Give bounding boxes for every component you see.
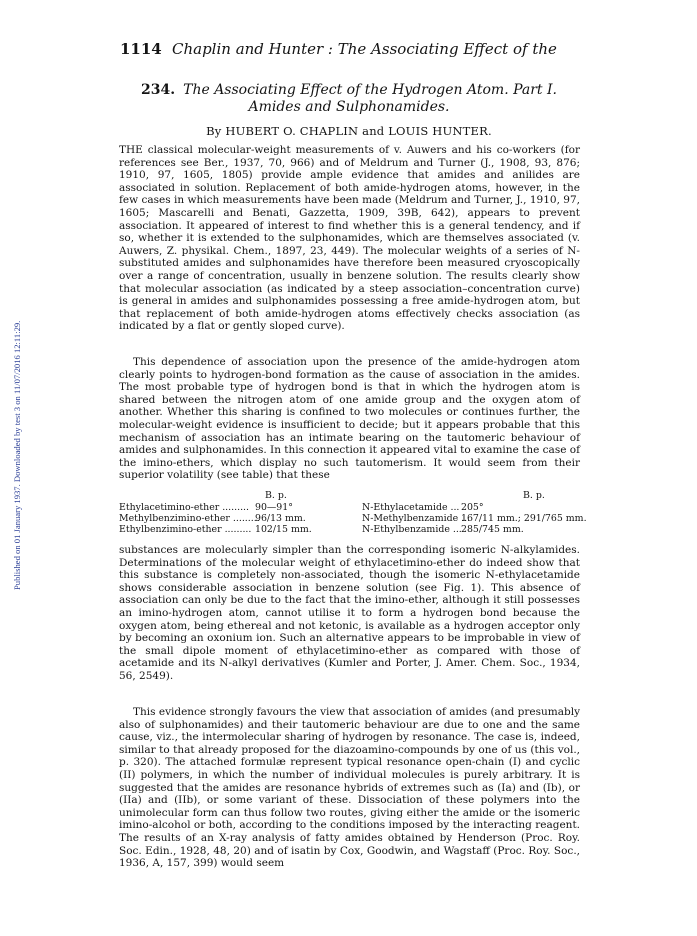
amide-name: N-Methylbenzamide ... [362,512,471,524]
amide-bp: 167/11 mm.; 291/765 mm. [461,512,587,524]
table-header-bp-right: B. p. [523,490,545,501]
amide-bp: 205° [461,502,484,513]
article-number: 234. [141,82,176,98]
paragraph-1 [119,144,580,333]
author-line: By HUBERT O. CHAPLIN and LOUIS HUNTER. [206,124,492,138]
paragraph-1-text: THE classical molecular-weight measurements of v. Auwers and his co-workers (for references see Ber., 1937, 70, 966) and of Meldrum and Turner (J., 1908, 93, 876; 1910, 97, 1605, 1805) provide ample evidence that amides and anilides are associated in solution. Replacement of both amide-hydrogen atoms, however, in the few cases in which measurements have been made (Meldrum and Turner, J., 1910, 97, 1605; Mascarelli and Benati, Gazzetta, 1909, 39B, 642), appears to prevent association. It appeared of interest to find whether this is a general tendency, and if so, whether it is extended to the sulphonamides, which are themselves associated (v. Auwers, Z. physikal. Chem., 1897, 23, 449). The molecular weights of a series of N-substituted amides and sulphonamides have therefore been measured cryoscopically over a range of concentration, usually in benzene solution. The results clearly show that molecular association (as indicated by a steep association–concentration curve) is general in amides and sulphonamides possessing a free amide-hydrogen atom, but that replacement of both amide-hydrogen atoms effectively checks association (as indicated by a flat or gently sloped curve). [119,144,580,333]
table-header-bp-left: B. p. [265,490,287,501]
imino-ether-bp: 90—91° [255,502,293,513]
amide-name: N-Ethylacetamide ... [362,502,460,513]
amide-bp: 285/745 mm. [461,523,524,535]
title-line-2: Amides and Sulphonamides. [248,99,450,115]
article-title [118,82,580,116]
imino-ether-bp: 102/15 mm. [255,523,312,535]
table-row [119,514,599,525]
download-watermark: Published on 01 January 1937. Downloaded by test 3 on 11/07/2016 12:11:29. [12,320,22,590]
title-text-1: The Associating Effect of the Hydrogen Atom. Part I. [183,82,557,98]
paragraph-4-text: This evidence strongly favours the view that association of amides (and presumably also of sulphonamides) and their tautomeric behaviour are due to one and the same cause, viz., the intermolecular sharing of hydrogen by resonance. The case is, indeed, similar to that already proposed for the diazoamino-compounds by one of us (this vol., p. 320). The attached formulæ represent typical resonance open-chain (I) and cyclic (II) polymers, in which the number of individual molecules is purely arbitrary. It is suggested that the amides are resonance hybrids of extremes such as (Ia) and (Ib), or (IIa) and (IIb), or some variant of these. Dissociation of these polymers into the unimolecular form can thus follow two routes, giving either the amide or the isomeric imino-alcohol or both, according to the conditions imposed by the interacting reagent. The results of an X-ray analysis of fatty amides obtained by Henderson (Proc. Roy. Soc. Edin., 1928, 48, 20) and of isatin by Cox, Goodwin, and Wagstaff (Proc. Roy. Soc., 1936, A, 157, 399) would seem [119,706,580,870]
imino-ether-name: Methylbenzimino-ether ......... [119,512,260,524]
title-line-1 [118,82,580,99]
imino-ether-name: Ethylbenzimino-ether ......... [119,523,252,535]
boiling-point-table [119,491,599,535]
paragraph-2-text: This dependence of association upon the presence of the amide-hydrogen atom clearly points to hydrogen-bond formation as the cause of association in the amides. The most probable type of hydrogen bond is that in which the hydrogen atom is shared between the nitrogen atom of one amide group and the oxygen atom of another. Whether this sharing is confined to two molecules or continues further, the molecular-weight evidence is insufficient to decide; but it appears probable that this mechanism of association has an intimate bearing on the tautomeric behaviour of amides and sulphonamides. In this connection it appeared vital to examine the case of the imino-ethers, which display no such tautomerism. It would seem from their superior volatility (see table) that these [119,356,580,482]
paragraph-2 [119,356,580,482]
page-number: 1114 [120,40,162,58]
imino-ether-name: Ethylacetimino-ether ......... [119,502,250,513]
paragraph-3 [119,544,580,683]
paragraph-4 [119,706,580,870]
page-header [120,40,640,60]
table-row [119,525,599,536]
running-title: Chaplin and Hunter : The Associating Effect of the [172,40,557,58]
paragraph-3-text: substances are molecularly simpler than the corresponding isomeric N-alkylamides. Determinations of the molecular weight of ethylacetimino-ether do indeed show that this substance is completely non-associated, though the isomeric N-ethylacetamide shows considerable association in benzene solution (see Fig. 1). This absence of association can only be due to the fact that the imino-ether, although it still possesses an imino-hydrogen atom, cannot utilise it to form a hydrogen bond because the oxygen atom, being ethereal and not ketonic, is available as a hydrogen acceptor only by becoming an oxonium ion. Such an alternative appears to be improbable in view of the small dipole moment of ethylacetimino-ether as compared with those of acetamide and its N-alkyl derivatives (Kumler and Porter, J. Amer. Chem. Soc., 1934, 56, 2549). [119,544,580,682]
imino-ether-bp: 96/13 mm. [255,512,306,524]
amide-name: N-Ethylbenzamide ... [362,523,462,535]
